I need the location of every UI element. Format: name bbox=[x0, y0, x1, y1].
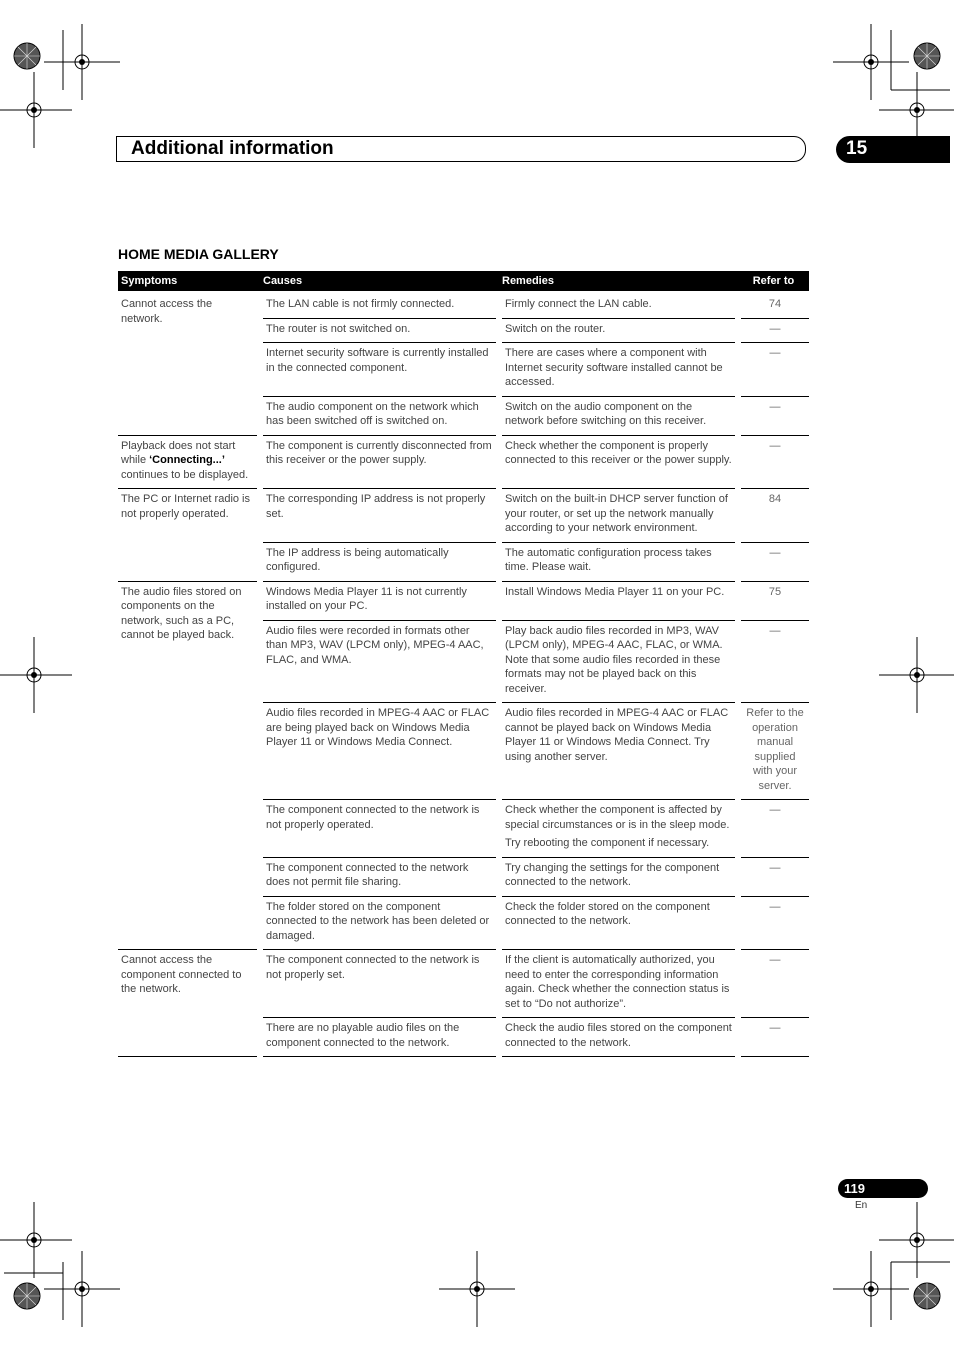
refer-cell: — bbox=[738, 620, 809, 703]
remedy-cell: There are cases where a component with Internet security software installed cannot be accessed. bbox=[499, 343, 738, 397]
remedy-cell: Check whether the component is properly connected to this receiver or the power supply. bbox=[499, 435, 738, 489]
cause-cell: Audio files were recorded in formats other than MP3, WAV (LPCM only), MPEG-4 AAC, FLAC, and WMA. bbox=[260, 620, 499, 703]
header-remedies: Remedies bbox=[499, 271, 738, 291]
header-bar bbox=[116, 136, 806, 162]
refer-cell: — bbox=[738, 542, 809, 581]
remedy-cell: Install Windows Media Player 11 on your PC. bbox=[499, 581, 738, 620]
remedy-cell: Check whether the component is affected by special circumstances or is in the sleep mode. Try rebooting the component if necessary. bbox=[499, 800, 738, 858]
refer-cell: Refer to the operation manual supplied with your server. bbox=[738, 703, 809, 800]
chapter-number: 15 bbox=[846, 138, 868, 159]
section-title: HOME MEDIA GALLERY bbox=[118, 246, 279, 262]
remedy-cell: The automatic configuration process takes time. Please wait. bbox=[499, 542, 738, 581]
cause-cell: The LAN cable is not firmly connected. bbox=[260, 291, 499, 318]
refer-cell: — bbox=[738, 857, 809, 896]
refer-cell: — bbox=[738, 435, 809, 489]
table-header-row bbox=[118, 271, 809, 291]
header-causes: Causes bbox=[260, 271, 499, 291]
troubleshooting-table bbox=[118, 271, 809, 1057]
remedy-cell: Check the folder stored on the component connected to the network. bbox=[499, 896, 738, 950]
cause-cell: The audio component on the network which has been switched off is switched on. bbox=[260, 396, 499, 435]
chapter-number-tab bbox=[836, 136, 950, 163]
cause-cell: The router is not switched on. bbox=[260, 318, 499, 343]
remedy-cell: Try changing the settings for the component connected to the network. bbox=[499, 857, 738, 896]
symptom-cell: Playback does not start while ‘Connecting...’ continues to be displayed. bbox=[118, 435, 260, 489]
cause-cell: The component connected to the network does not permit file sharing. bbox=[260, 857, 499, 896]
refer-cell: — bbox=[738, 950, 809, 1018]
cause-cell: The corresponding IP address is not properly set. bbox=[260, 489, 499, 543]
cause-cell: The component connected to the network is not properly operated. bbox=[260, 800, 499, 858]
refer-cell: — bbox=[738, 343, 809, 397]
table-row bbox=[118, 581, 809, 620]
cause-cell: The IP address is being automatically configured. bbox=[260, 542, 499, 581]
header-symptoms: Symptoms bbox=[118, 271, 260, 291]
remedy-cell: Firmly connect the LAN cable. bbox=[499, 291, 738, 318]
refer-cell: 74 bbox=[738, 291, 809, 318]
refer-cell: — bbox=[738, 800, 809, 858]
header-refer-to: Refer to bbox=[738, 271, 809, 291]
table-row bbox=[118, 291, 809, 318]
symptom-cell: Cannot access the component connected to the network. bbox=[118, 950, 260, 1057]
cause-cell: Audio files recorded in MPEG-4 AAC or FLAC are being played back on Windows Media Player 11 or Windows Media Connect. bbox=[260, 703, 499, 800]
table-row bbox=[118, 435, 809, 489]
refer-cell: — bbox=[738, 896, 809, 950]
refer-cell: 84 bbox=[738, 489, 809, 543]
cause-cell: Internet security software is currently installed in the connected component. bbox=[260, 343, 499, 397]
cause-cell: There are no playable audio files on the component connected to the network. bbox=[260, 1018, 499, 1057]
refer-cell: — bbox=[738, 318, 809, 343]
table-row bbox=[118, 489, 809, 543]
table-row bbox=[118, 950, 809, 1018]
remedy-cell: Switch on the router. bbox=[499, 318, 738, 343]
cause-cell: The folder stored on the component connected to the network has been deleted or damaged. bbox=[260, 896, 499, 950]
language-code: En bbox=[855, 1200, 868, 1211]
symptom-cell: The PC or Internet radio is not properly operated. bbox=[118, 489, 260, 582]
cause-cell: The component connected to the network is not properly set. bbox=[260, 950, 499, 1018]
remedy-cell: Switch on the audio component on the network before switching on this receiver. bbox=[499, 396, 738, 435]
refer-cell: 75 bbox=[738, 581, 809, 620]
chapter-title: Additional information bbox=[131, 138, 334, 159]
symptom-cell: The audio files stored on components on the network, such as a PC, cannot be played back. bbox=[118, 581, 260, 950]
symptom-cell: Cannot access the network. bbox=[118, 291, 260, 435]
cause-cell: The component is currently disconnected from this receiver or the power supply. bbox=[260, 435, 499, 489]
page-number-tab bbox=[838, 1179, 928, 1198]
cause-cell: Windows Media Player 11 is not currently installed on your PC. bbox=[260, 581, 499, 620]
remedy-cell: Play back audio files recorded in MP3, WAV (LPCM only), MPEG-4 AAC, FLAC, or WMA. Note that some audio files recorded in these formats may not be played back on this receiver. bbox=[499, 620, 738, 703]
page-number: 119 bbox=[844, 1181, 865, 1196]
remedy-cell: Audio files recorded in MPEG-4 AAC or FLAC cannot be played back on Windows Media Player 11 or Windows Media Connect. Try using another server. bbox=[499, 703, 738, 800]
remedy-cell: Check the audio files stored on the component connected to the network. bbox=[499, 1018, 738, 1057]
remedy-cell: Switch on the built-in DHCP server function of your router, or set up the network manually according to your network environment. bbox=[499, 489, 738, 543]
refer-cell: — bbox=[738, 1018, 809, 1057]
remedy-cell: If the client is automatically authorized, you need to enter the corresponding information again. Check whether the connection status is set to “Do not authorize”. bbox=[499, 950, 738, 1018]
refer-cell: — bbox=[738, 396, 809, 435]
